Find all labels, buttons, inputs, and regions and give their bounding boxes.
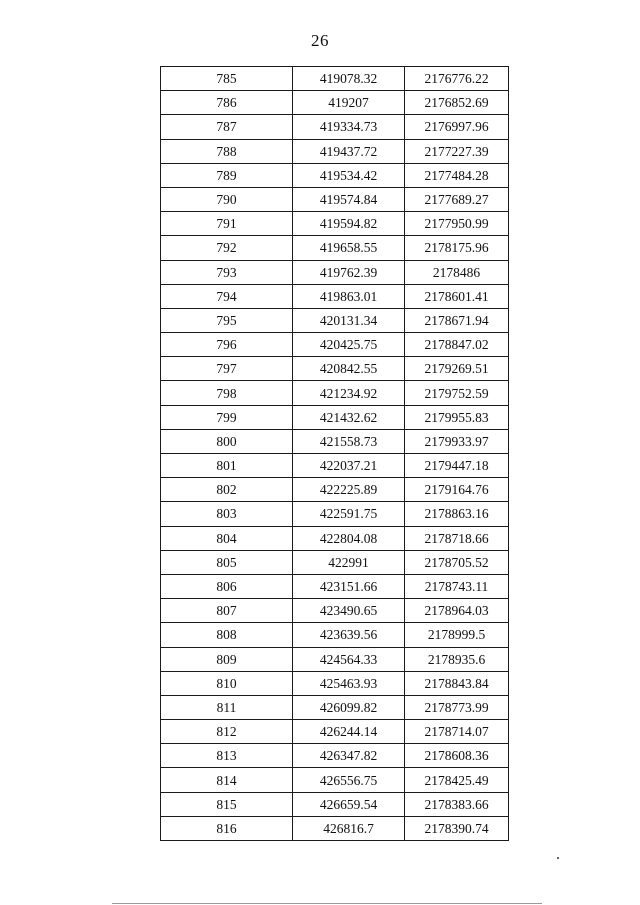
table-row [161,599,509,623]
table-row [161,695,509,719]
x-coordinate-cell: 426099.82 [293,695,405,719]
y-coordinate-cell: 2178705.52 [405,550,509,574]
point-number-cell: 799 [161,405,293,429]
y-coordinate-cell: 2179164.76 [405,478,509,502]
point-number-cell: 787 [161,115,293,139]
y-coordinate-cell: 2177227.39 [405,139,509,163]
y-coordinate-cell: 2178714.07 [405,720,509,744]
y-coordinate-cell: 2178847.02 [405,333,509,357]
point-number-cell: 801 [161,454,293,478]
y-coordinate-cell: 2178390.74 [405,816,509,840]
x-coordinate-cell: 419863.01 [293,284,405,308]
x-coordinate-cell: 426244.14 [293,720,405,744]
x-coordinate-cell: 419207 [293,91,405,115]
table-row [161,236,509,260]
table-row [161,454,509,478]
table-row [161,623,509,647]
x-coordinate-cell: 419534.42 [293,163,405,187]
y-coordinate-cell: 2178383.66 [405,792,509,816]
x-coordinate-cell: 422591.75 [293,502,405,526]
point-number-cell: 797 [161,357,293,381]
x-coordinate-cell: 426556.75 [293,768,405,792]
point-number-cell: 792 [161,236,293,260]
y-coordinate-cell: 2178601.41 [405,284,509,308]
point-number-cell: 813 [161,744,293,768]
point-number-cell: 804 [161,526,293,550]
x-coordinate-cell: 423490.65 [293,599,405,623]
table-row [161,720,509,744]
table-row [161,333,509,357]
point-number-cell: 785 [161,67,293,91]
table-row [161,284,509,308]
x-coordinate-cell: 420425.75 [293,333,405,357]
coordinates-table [160,66,509,841]
x-coordinate-cell: 422991 [293,550,405,574]
point-number-cell: 789 [161,163,293,187]
point-number-cell: 809 [161,647,293,671]
y-coordinate-cell: 2178425.49 [405,768,509,792]
coordinates-table-body [161,67,509,841]
table-row [161,647,509,671]
y-coordinate-cell: 2178773.99 [405,695,509,719]
x-coordinate-cell: 419437.72 [293,139,405,163]
y-coordinate-cell: 2178999.5 [405,623,509,647]
y-coordinate-cell: 2176997.96 [405,115,509,139]
table-row [161,357,509,381]
table-row [161,429,509,453]
table-row [161,478,509,502]
x-coordinate-cell: 421234.92 [293,381,405,405]
scan-speck [557,857,559,859]
point-number-cell: 814 [161,768,293,792]
point-number-cell: 791 [161,212,293,236]
table-row [161,816,509,840]
x-coordinate-cell: 420131.34 [293,308,405,332]
table-row [161,381,509,405]
x-coordinate-cell: 424564.33 [293,647,405,671]
table-row [161,405,509,429]
x-coordinate-cell: 419334.73 [293,115,405,139]
point-number-cell: 788 [161,139,293,163]
point-number-cell: 803 [161,502,293,526]
x-coordinate-cell: 422037.21 [293,454,405,478]
x-coordinate-cell: 426347.82 [293,744,405,768]
y-coordinate-cell: 2176852.69 [405,91,509,115]
y-coordinate-cell: 2178718.66 [405,526,509,550]
table-row [161,308,509,332]
table-row [161,526,509,550]
point-number-cell: 798 [161,381,293,405]
y-coordinate-cell: 2178863.16 [405,502,509,526]
y-coordinate-cell: 2179752.59 [405,381,509,405]
point-number-cell: 810 [161,671,293,695]
point-number-cell: 790 [161,187,293,211]
point-number-cell: 802 [161,478,293,502]
y-coordinate-cell: 2178671.94 [405,308,509,332]
point-number-cell: 800 [161,429,293,453]
x-coordinate-cell: 423151.66 [293,574,405,598]
table-row [161,574,509,598]
x-coordinate-cell: 426659.54 [293,792,405,816]
y-coordinate-cell: 2178608.36 [405,744,509,768]
table-row [161,139,509,163]
table-row [161,260,509,284]
point-number-cell: 794 [161,284,293,308]
point-number-cell: 808 [161,623,293,647]
point-number-cell: 796 [161,333,293,357]
y-coordinate-cell: 2178486 [405,260,509,284]
point-number-cell: 793 [161,260,293,284]
point-number-cell: 805 [161,550,293,574]
y-coordinate-cell: 2178935.6 [405,647,509,671]
table-row [161,792,509,816]
x-coordinate-cell: 421432.62 [293,405,405,429]
y-coordinate-cell: 2177950.99 [405,212,509,236]
table-row [161,744,509,768]
table-row [161,768,509,792]
table-row [161,187,509,211]
point-number-cell: 812 [161,720,293,744]
x-coordinate-cell: 426816.7 [293,816,405,840]
table-row [161,671,509,695]
table-row [161,91,509,115]
y-coordinate-cell: 2178843.84 [405,671,509,695]
y-coordinate-cell: 2179269.51 [405,357,509,381]
table-row [161,67,509,91]
x-coordinate-cell: 419762.39 [293,260,405,284]
point-number-cell: 815 [161,792,293,816]
y-coordinate-cell: 2177689.27 [405,187,509,211]
y-coordinate-cell: 2178175.96 [405,236,509,260]
table-row [161,550,509,574]
x-coordinate-cell: 419594.82 [293,212,405,236]
y-coordinate-cell: 2178743.11 [405,574,509,598]
scan-edge-line [112,903,542,904]
x-coordinate-cell: 419574.84 [293,187,405,211]
y-coordinate-cell: 2177484.28 [405,163,509,187]
x-coordinate-cell: 419658.55 [293,236,405,260]
x-coordinate-cell: 419078.32 [293,67,405,91]
point-number-cell: 807 [161,599,293,623]
x-coordinate-cell: 425463.93 [293,671,405,695]
page-number: 26 [311,31,329,50]
point-number-cell: 806 [161,574,293,598]
point-number-cell: 786 [161,91,293,115]
y-coordinate-cell: 2178964.03 [405,599,509,623]
x-coordinate-cell: 422804.08 [293,526,405,550]
x-coordinate-cell: 421558.73 [293,429,405,453]
table-row [161,212,509,236]
point-number-cell: 795 [161,308,293,332]
point-number-cell: 811 [161,695,293,719]
table-row [161,163,509,187]
point-number-cell: 816 [161,816,293,840]
table-row [161,115,509,139]
x-coordinate-cell: 420842.55 [293,357,405,381]
y-coordinate-cell: 2179447.18 [405,454,509,478]
y-coordinate-cell: 2179955.83 [405,405,509,429]
x-coordinate-cell: 422225.89 [293,478,405,502]
y-coordinate-cell: 2176776.22 [405,67,509,91]
x-coordinate-cell: 423639.56 [293,623,405,647]
y-coordinate-cell: 2179933.97 [405,429,509,453]
table-row [161,502,509,526]
